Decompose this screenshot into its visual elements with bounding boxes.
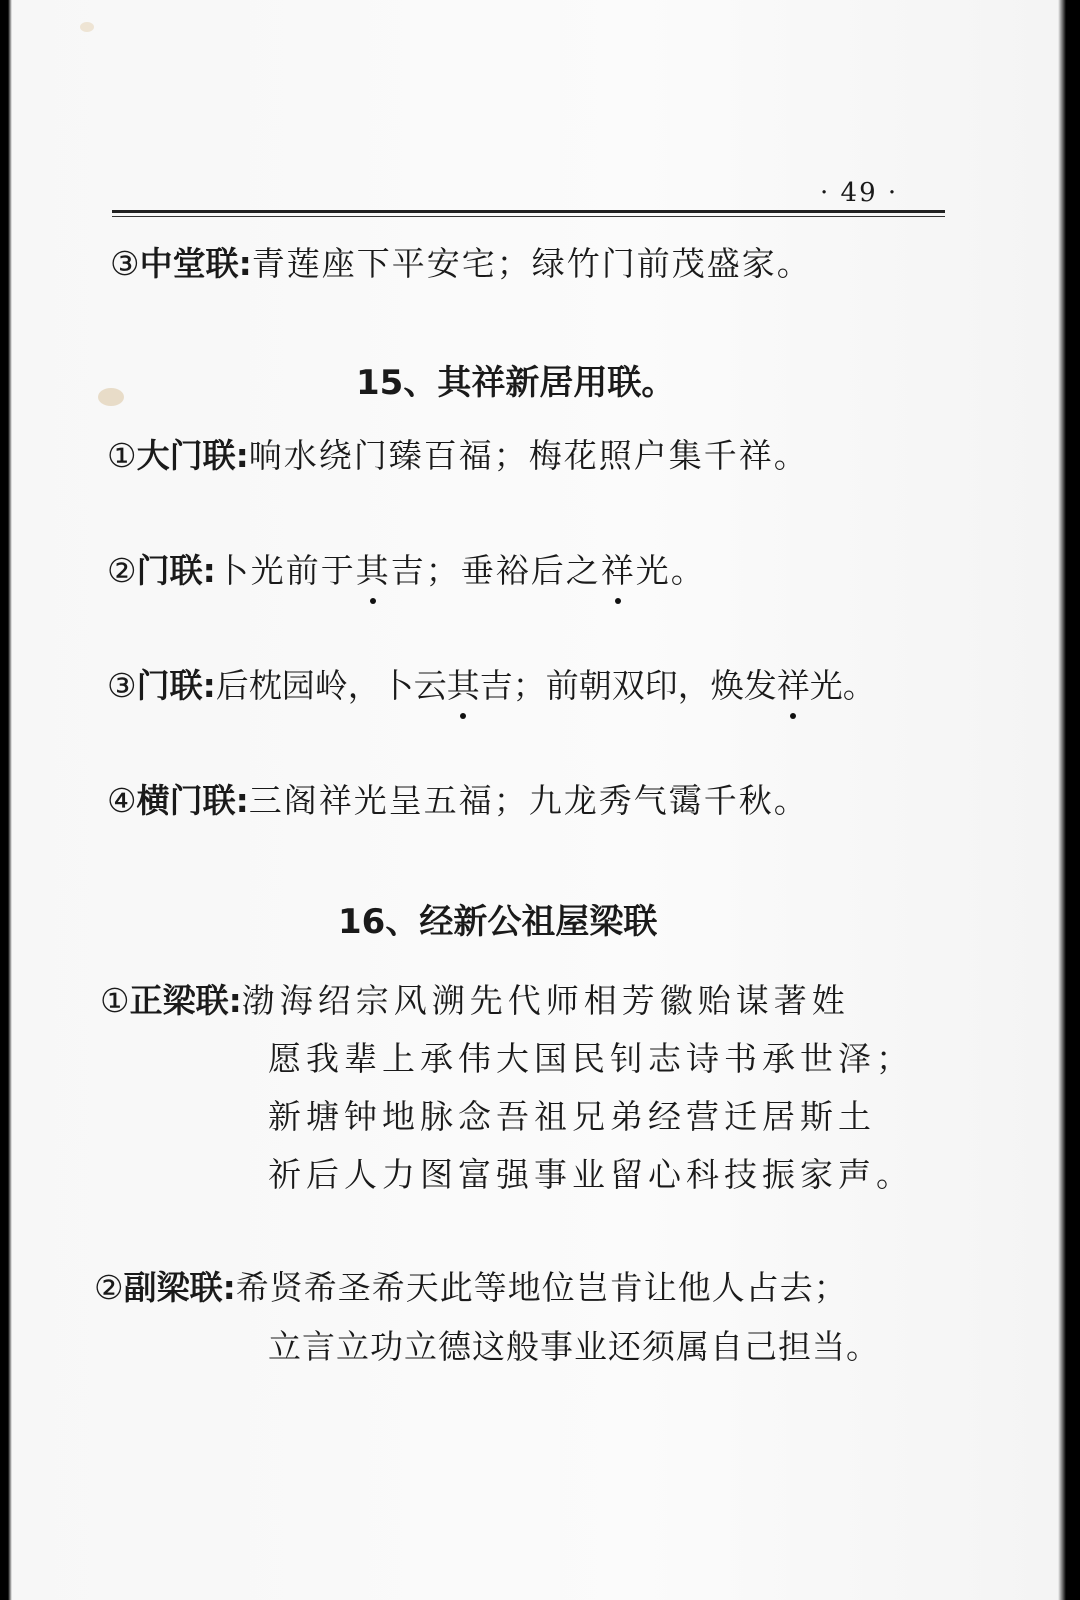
item-number: ① [107,436,137,475]
couplet-line [110,244,812,284]
couplet-line [100,981,850,1021]
item-number: ② [107,551,137,590]
emphasized-char: 祥 [777,666,810,705]
label-colon: : [235,781,249,820]
couplet-label: 门联 [136,666,203,705]
couplet-text: 吉；前朝双印，焕发 [479,666,777,705]
page-number: · 49 · [820,178,899,208]
couplet-label: 横门联 [136,781,236,820]
label-colon: : [202,551,216,590]
section-heading: 16、经新公祖屋梁联 [338,902,658,942]
couplet-label: 中堂联 [139,244,239,283]
couplet-text-continued: 愿我辈上承伟大国民钊志诗书承世泽； [268,1039,914,1078]
couplet-text: 响水绕门臻百福；梅花照户集千祥。 [248,436,809,475]
label-colon: : [222,1268,236,1307]
couplet-text: 卜光前于 [215,551,356,590]
couplet-text: 光。 [635,551,706,590]
emphasis-dot [790,713,796,719]
header-rule-thin [112,216,945,217]
paper-stain [80,22,94,32]
couplet-text: 希贤希圣希天此等地位岂肯让他人占去； [235,1268,848,1307]
couplet-text: 渤海绍宗风溯先代师相芳徽贻谋著姓 [241,981,850,1020]
couplet-label: 正梁联 [129,981,229,1020]
couplet-label: 大门联 [136,436,236,475]
item-number: ③ [110,244,140,283]
couplet-text: 吉；垂裕后之 [390,551,601,590]
label-colon: : [202,666,216,705]
couplet-line [107,781,809,821]
label-colon: : [228,981,242,1020]
emphasis-dot [370,598,376,604]
emphasis-dot [615,598,621,604]
item-number: ④ [107,781,137,820]
couplet-line [107,666,876,706]
label-colon: : [238,244,252,283]
scan-border-left [0,0,12,1600]
couplet-text-continued: 新塘钟地脉念吾祖兄弟经营迁居斯土 [268,1097,876,1136]
section-heading: 15、其祥新居用联。 [356,363,676,403]
couplet-line [94,1268,848,1308]
emphasized-char: 其 [356,551,391,590]
item-number: ② [94,1268,124,1307]
item-number: ① [100,981,130,1020]
couplet-text: 后枕园岭，卜云 [215,666,447,705]
couplet-text: 青莲座下平安宅；绿竹门前茂盛家。 [251,244,812,283]
couplet-label: 副梁联 [123,1268,223,1307]
paper-stain [98,388,124,406]
scan-border-right [1058,0,1080,1600]
couplet-text: 光。 [809,666,876,705]
emphasized-char: 其 [447,666,480,705]
label-colon: : [235,436,249,475]
header-rule-thick [112,210,945,213]
couplet-line [107,551,706,591]
emphasis-dot [460,713,466,719]
emphasized-char: 祥 [601,551,636,590]
couplet-line [107,436,809,476]
couplet-text-continued: 立言立功立德这般事业还须属自己担当。 [268,1327,880,1366]
couplet-label: 门联 [136,551,203,590]
couplet-text: 三阁祥光呈五福；九龙秀气霭千秋。 [248,781,809,820]
couplet-text-continued: 祈后人力图富强事业留心科技振家声。 [268,1155,914,1194]
book-page [12,0,1058,1600]
item-number: ③ [107,666,137,705]
